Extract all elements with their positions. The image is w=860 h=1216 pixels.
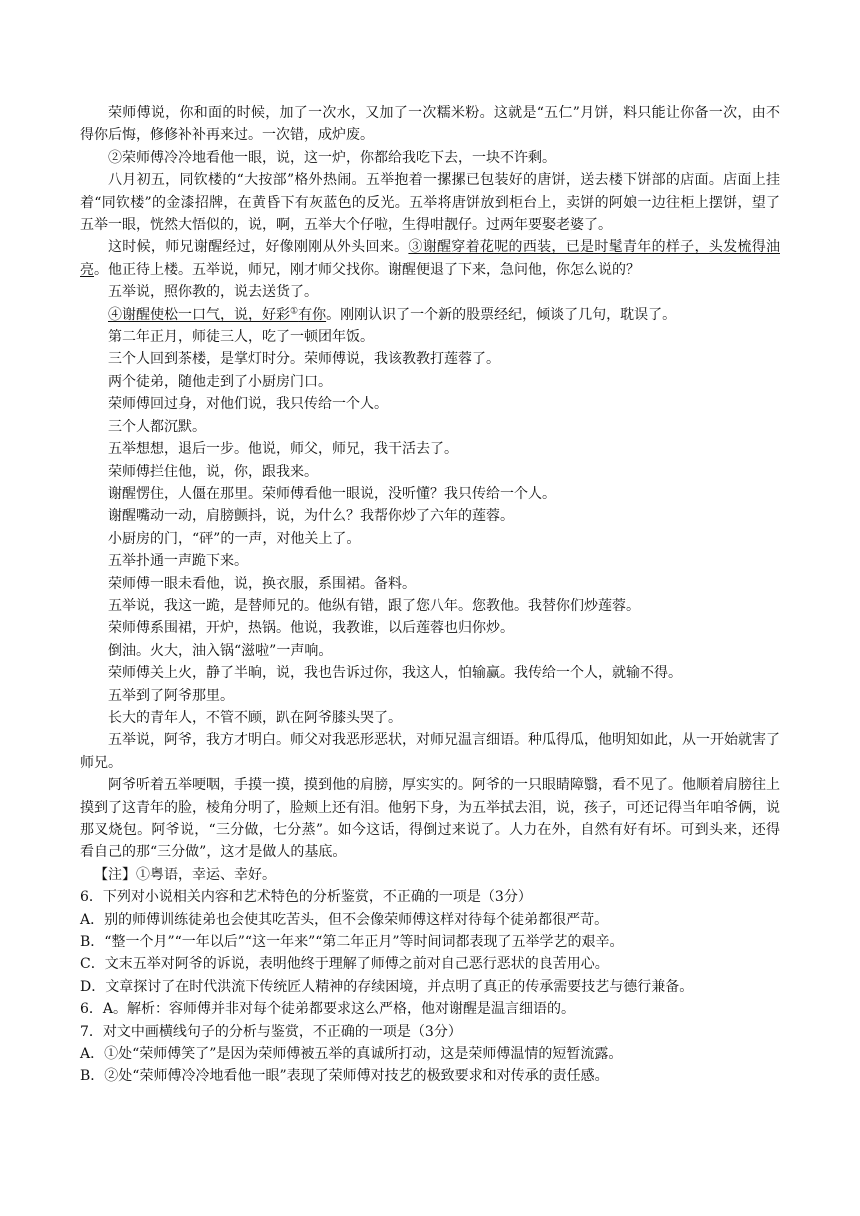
story-paragraph: 谢醒嘴动一动，肩膀颤抖，说，为什么？我帮你炒了六年的莲蓉。 [108,508,514,525]
question-7-option-b: B．②处“荣师傅冷冷地看他一眼”表现了荣师傅对技艺的极致要求和对传承的责任感。 [80,1068,609,1085]
story-paragraph: 倒油。火大，油入锅“滋啦”一声响。 [108,642,333,659]
story-paragraph: 五举说，照你教的，说去送货了。 [108,284,318,301]
question-6-option-b: B．“整一个月”“一年以后”“这一年来”“第二年正月”等时间词都表现了五举学艺的艰辛。 [80,934,624,951]
question-6-option-a: A．别的师傅训练徒弟也会使其吃苦头，但不会像荣师傅这样对待每个徒弟都很严苛。 [80,911,609,928]
answer-6: 6．A。解析：容师傅并非对每个徒弟都要求这么严格，他对谢醒是温言细语的。 [80,1001,576,1018]
story-paragraph: 荣师傅关上火，静了半晌，说，我也告诉过你，我这人，怕输赢。我传给一个人，就输不得。 [108,665,682,682]
story-paragraph: 荣师傅一眼未看他，说，换衣服，系围裙。备料。 [108,575,416,592]
story-paragraph [80,236,780,281]
story-paragraph: 五举说，我这一跪，是替师兄的。他纵有错，跟了您八年。您教他。我替你们炒莲蓉。 [108,597,640,614]
story-paragraph: ②荣师傅冷冷地看他一眼，说，这一炉，你都给我吃下去，一块不许剩。 [108,149,556,166]
story-paragraph: 五举说，阿爷，我方才明白。师父对我恶形恶状，对师兄温言细语。种瓜得瓜，他明知如此，从一开始就害了师兄。 [80,732,780,771]
story-paragraph: 阿爷听着五举哽咽，手摸一摸，摸到他的肩膀，厚实实的。阿爷的一只眼睛障翳，看不见了。他顺着肩膀往上摸到了这青年的脸，棱角分明了，脸颊上还有泪。他躬下身，为五举拭去泪，说，孩子，可还记得当年咱爷俩，说那叉烧包。阿爷说，“三分做，七分蒸”。如今这话，得倒过来说了。人力在外，自然有好有坏。可到头来，还得看自己的那“三分做”，这才是做人的基底。 [80,777,780,861]
underlined-sentence-3: ③谢醒穿着花呢的西装，已是时髦青年的样子，头发梳得油亮 [80,239,780,278]
footnote-marker: ① [290,306,299,316]
story-paragraph: 三个人回到茶楼，是掌灯时分。荣师傅说，我该教教打莲蓉了。 [108,351,500,368]
story-text: 这时候，师兄谢醒经过，好像刚刚从外头回来。 [108,239,409,256]
story-paragraph: 八月初五，同钦楼的“大按部”格外热闹。五举抱着一摞摞已包装好的唐饼，送去楼下饼部的店面。店面上挂着“同钦楼”的金漆招牌，在黄昏下有灰蓝色的反光。五举将唐饼放到柜台上，卖饼的阿娘一边往柜上摆饼，望了五举一眼，恍然大悟似的，说，啊，五举大个仔啦，生得咁靓仔。过两年要娶老婆了。 [80,172,780,234]
footnote: 【注】①粤语，幸运、幸好。 [94,866,276,883]
question-7: 7．对文中画横线句子的分析与鉴赏，不正确的一项是（3分） [80,1023,462,1040]
story-paragraph: 三个人都沉默。 [108,418,206,435]
story-paragraph: 谢醒愣住，人僵在那里。荣师傅看他一眼说，没听懂？我只传给一个人。 [108,485,556,502]
story-paragraph: 长大的青年人，不管不顾，趴在阿爷膝头哭了。 [108,709,402,726]
story-paragraph: 小厨房的门，“砰”的一声，对他关上了。 [108,530,361,547]
story-text: 。刚刚认识了一个新的股票经纪，倾谈了几句，耽误了。 [326,306,677,323]
story-paragraph [80,304,780,326]
question-6-option-c: C．文末五举对阿爷的诉说，表明他终于理解了师傅之前对自己恶行恶状的良苦用心。 [80,956,609,973]
question-7-option-a: A．①处“荣师傅笑了”是因为荣师傅被五举的真诚所打动，这是荣师傅温情的短暂流露。 [80,1046,623,1063]
story-paragraph: 五举想想，退后一步。他说，师父，师兄，我干活去了。 [108,441,458,458]
story-paragraph: 荣师傅拦住他，说，你，跟我来。 [108,463,318,480]
story-text: 有你 [298,306,327,323]
story-paragraph: 五举到了阿爷那里。 [108,687,234,704]
story-text: 。他正待上楼。五举说，师兄，刚才师父找你。谢醒便退了下来，急问他，你怎么说的？ [94,261,640,278]
story-paragraph: 两个徒弟，随他走到了小厨房门口。 [108,373,332,390]
story-paragraph: 荣师傅回过身，对他们说，我只传给一个人。 [108,396,388,413]
story-paragraph: 五举扑通一声跪下来。 [108,553,248,570]
story-paragraph: 荣师傅说，你和面的时候，加了一次水，又加了一次糯米粉。这就是“五仁”月饼，料只能让你备一次，由不得你后悔，修修补补再来过。一次错，成炉废。 [80,105,780,144]
document-page [80,102,780,1088]
story-text: ④谢醒使松一口气，说，好彩 [108,306,290,323]
story-paragraph: 荣师傅系围裙，开炉，热锅。他说，我教谁，以后莲蓉也归你炒。 [108,620,514,637]
question-6-option-d: D．文章探讨了在时代洪流下传统匠人精神的存续困境，并点明了真正的传承需要技艺与德行兼备。 [80,978,694,995]
story-paragraph: 第二年正月，师徒三人，吃了一顿团年饭。 [108,329,374,346]
question-6: 6．下列对小说相关内容和艺术特色的分析鉴赏，不正确的一项是（3分） [80,889,532,906]
underlined-sentence-4 [108,307,326,323]
